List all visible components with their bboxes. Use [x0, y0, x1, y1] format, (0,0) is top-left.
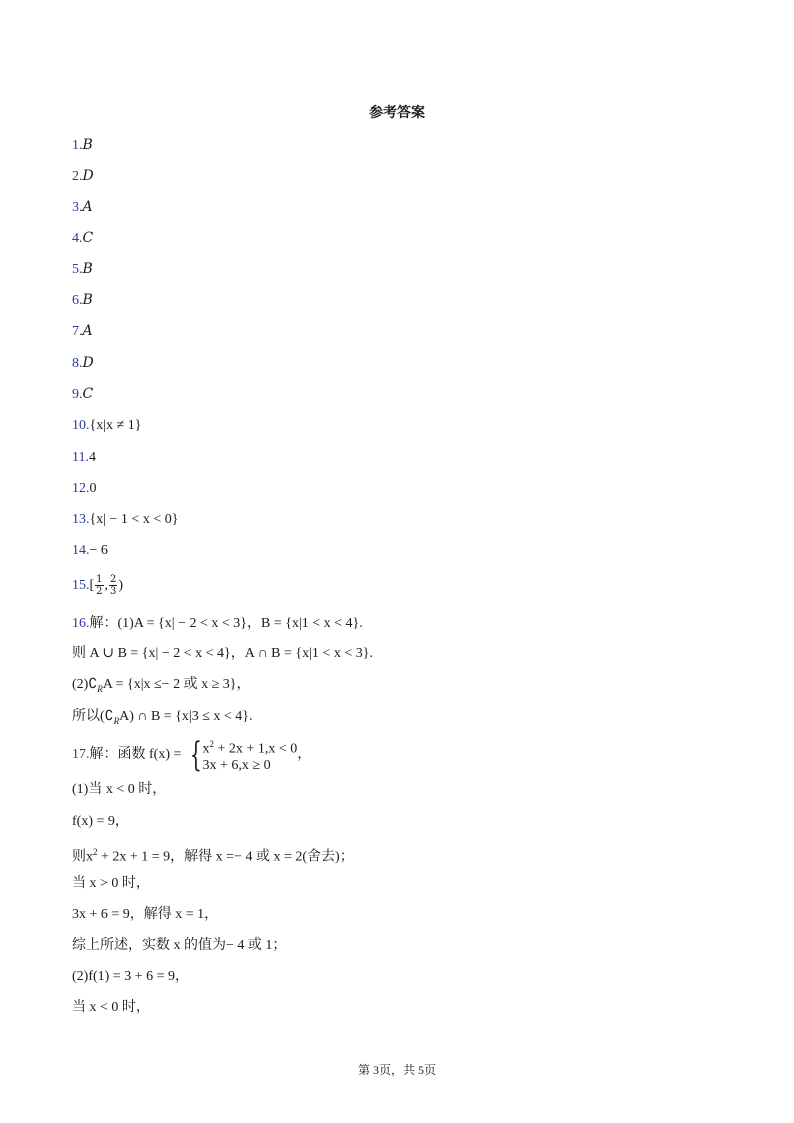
answer-12 [72, 479, 97, 498]
answer-text: {x| − 1 < x < 0} [89, 512, 179, 527]
answer-4 [72, 229, 93, 248]
text: 解：函数 f(x) = [89, 747, 185, 763]
text: ， [297, 747, 312, 763]
q17-line-1 [72, 736, 311, 774]
answer-text: B [82, 261, 93, 277]
subscript: R [113, 715, 120, 726]
q17-line-7: 综上所述，实数 x 的值为− 4 或 1； [72, 938, 287, 953]
answer-10 [72, 416, 141, 435]
interval-close: ) [118, 578, 124, 593]
answer-14 [72, 541, 108, 560]
q17-line-9: 当 x < 0 时， [72, 1000, 150, 1015]
answer-text: {x|x ≠ 1} [89, 418, 142, 433]
text: A = {x|x ≤− 2 或 x ≥ 3}， [102, 677, 251, 692]
q17-line-4: 则$x^2 + 2x + 1 = 9$，解得 x =− 4 或 x = 2(舍去)； [72, 847, 354, 865]
numerator: 1 [96, 573, 103, 585]
answer-2 [72, 167, 94, 186]
answer-6 [72, 291, 93, 310]
answer-3 [72, 198, 93, 217]
answer-text: A [82, 199, 93, 215]
answer-number: 14. [72, 543, 90, 558]
answer-text: D [82, 355, 94, 371]
answer-number: 6. [72, 293, 83, 308]
cases [203, 736, 298, 774]
answer-9 [72, 385, 93, 404]
answer-number: 12. [72, 481, 90, 496]
page-title: 参考答案 [369, 105, 425, 121]
page-footer: 第 3页，共 5页 [357, 1063, 436, 1077]
fraction-1 [95, 574, 103, 597]
answer-number: 5. [72, 262, 83, 277]
q17-line-8: (2)f(1) = 3 + 6 = 9， [72, 969, 189, 984]
answer-8 [72, 354, 94, 373]
separator: , [104, 578, 109, 593]
answer-number: 15. [72, 578, 90, 593]
answer-text: A [82, 323, 93, 339]
answer-13 [72, 510, 178, 529]
text: A) ∩ B = {x|3 ≤ x < 4}. [119, 709, 253, 724]
denominator: 2 [96, 585, 103, 597]
numerator: 2 [110, 573, 117, 585]
answer-number: 3. [72, 200, 83, 215]
case-1: $x^2 + 2x + 1,x < 0$ [202, 739, 298, 757]
answer-number: 4. [72, 231, 83, 246]
q16-line-1 [72, 614, 363, 633]
answer-number: 8. [72, 356, 83, 371]
answer-number: 1. [72, 138, 83, 153]
q16-line-4 [72, 708, 253, 730]
answer-text: B [82, 292, 93, 308]
q17-line-2: (1)当 x < 0 时， [72, 782, 167, 797]
answer-number: 7. [72, 324, 83, 339]
answer-text: C [82, 386, 94, 402]
q16-line-2: 则 A ∪ B = {x| − 2 < x < 4}，A ∩ B = {x|1 < x < 3}. [72, 646, 373, 661]
subscript: R [97, 683, 103, 694]
answer-number: 11. [72, 450, 89, 465]
answer-number: 9. [72, 387, 83, 402]
answer-text: B [82, 137, 93, 153]
answer-text: 0 [89, 481, 97, 496]
answer-number: 10. [72, 418, 90, 433]
q17-line-3: f(x) = 9， [72, 814, 129, 829]
answer-number: 2. [72, 169, 83, 184]
q17-line-6: 3x + 6 = 9，解得 x = 1， [72, 907, 219, 922]
solution-text: 解：(1)A = {x| − 2 < x < 3}，B = {x|1 < x < 4}. [89, 616, 363, 631]
answer-11 [72, 448, 96, 467]
text: 所以(∁ [72, 709, 114, 724]
answer-7 [72, 322, 93, 341]
denominator: 3 [110, 585, 117, 597]
answer-text: D [82, 168, 94, 184]
answer-1 [72, 136, 93, 155]
question-number: 16. [72, 616, 90, 631]
answer-text: C [82, 230, 94, 246]
answer-15 [72, 572, 123, 599]
q17-line-5: 当 x > 0 时， [72, 876, 150, 891]
text: (2)∁ [72, 677, 98, 692]
fraction-2 [109, 574, 117, 597]
answer-text: − 6 [89, 543, 108, 558]
q16-line-3 [72, 676, 250, 698]
piecewise-function [185, 736, 297, 774]
answer-number: 13. [72, 512, 90, 527]
answer-5 [72, 260, 93, 279]
question-number: 17. [72, 747, 90, 763]
brace-icon: { [189, 734, 202, 775]
case-2: 3x + 6,x ≥ 0 [202, 757, 271, 773]
answer-text: 4 [88, 450, 96, 465]
interval-open: [ [89, 578, 95, 593]
